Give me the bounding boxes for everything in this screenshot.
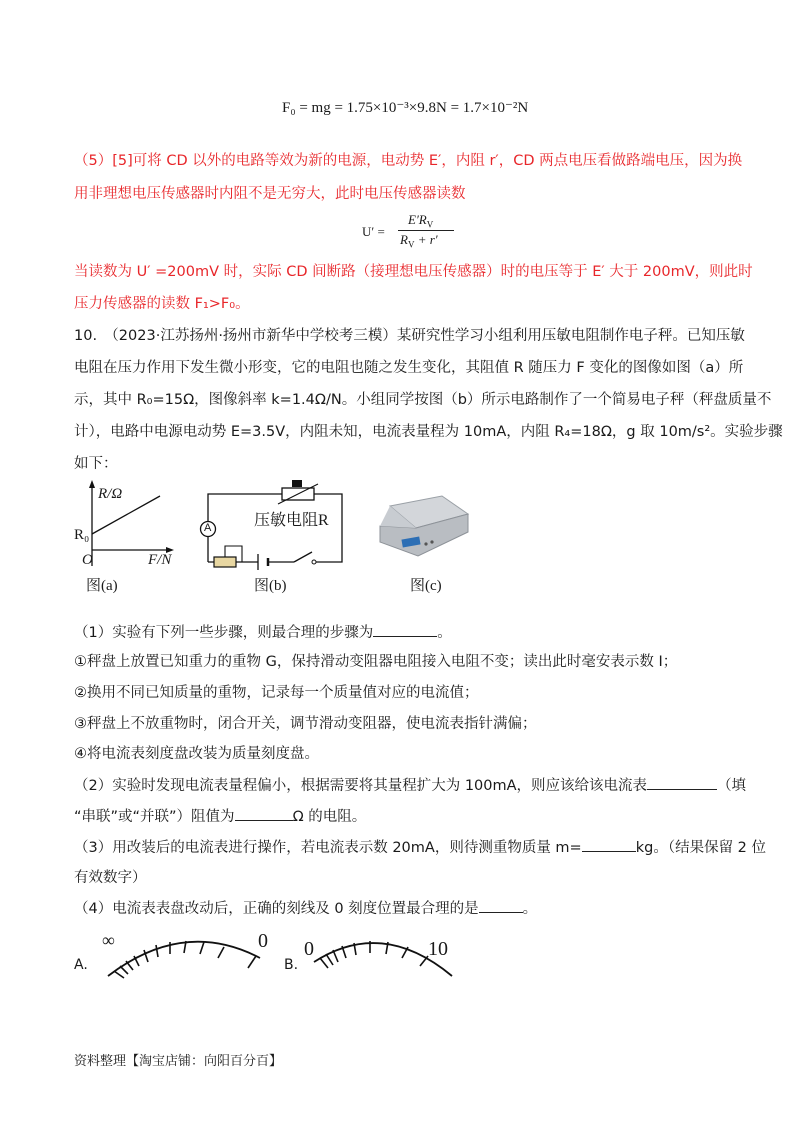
switch-contact (312, 560, 316, 564)
figure-c-caption: 图(c) (410, 578, 442, 594)
resistor-label: 压敏电阻R (254, 512, 329, 529)
p1-answer-blank[interactable] (373, 622, 437, 637)
option-a-left-mark: ∞ (102, 930, 115, 950)
p1-step2: ②换用不同已知质量的重物，记录每一个质量值对应的电流值； (74, 685, 479, 701)
option-b-label[interactable]: B. (284, 957, 299, 973)
p1-step3: ③秤盘上不放重物时，闭合开关，调节滑动变阻器，使电流表指针满偏； (74, 716, 537, 732)
footer-source: 资料整理【淘宝店铺：向阳百分百】 (74, 1054, 283, 1069)
answer5-line2: 用非理想电压传感器时内阻不是无穷大，此时电压传感器读数 (74, 186, 466, 202)
p3-part2: kg。（结果保留 2 位 (635, 840, 767, 856)
p2-part2: （填 (717, 778, 747, 794)
option-a-label[interactable]: A. (74, 957, 88, 973)
q10-line3: 示，其中 R₀=15Ω，图像斜率 k=1.4Ω/N。小组同学按图（b）所示电路制作了一个简易电子秤（秤盘质量不 (74, 392, 772, 408)
q10-line5: 如下： (74, 456, 118, 472)
dial-b-tick (326, 954, 333, 965)
q10-line1: 10. （2023·江苏扬州·扬州市新华中学校考三模）某研究性学习小组利用压敏电阻制作电子秤。已知压敏 (74, 328, 745, 344)
scale-button (424, 542, 427, 545)
p2-part3: “串联”或“并联”）阻值为 (74, 809, 235, 825)
p2-part4: Ω 的电阻。 (292, 809, 367, 825)
figure-a-xlabel (148, 552, 171, 569)
p3-line2: 有效数字） (74, 870, 147, 886)
figure-a-origin-text: O (82, 552, 93, 568)
ammeter-label: A (204, 522, 212, 534)
answer5-line4: 压力传感器的读数 F₁>F₀。 (74, 296, 250, 312)
p1-stem-text: （1）实验有下列一些步骤，则最合理的步骤为 (74, 625, 374, 641)
option-a-right-mark: 0 (258, 930, 268, 952)
p3-line1 (74, 837, 766, 858)
figure-c-scale-image (376, 494, 472, 560)
formula-num: E′R (408, 212, 427, 227)
dial-a-tick (248, 956, 256, 968)
figure-a-caption: 图(a) (86, 578, 118, 594)
q10-line4: 计），电路中电源电动势 E=3.5V，内阻未知，电流表量程为 10mA，内阻 R₄=18Ω，g 取 10m/s²。实验步骤 (74, 424, 783, 440)
figure-a-origin (82, 552, 93, 569)
p2-connection-blank[interactable] (647, 775, 717, 790)
dial-a-tick (156, 945, 158, 957)
option-a-dial[interactable] (94, 928, 274, 980)
formula-f0: F₀ = mg = 1.75×10⁻³×9.8N = 1.7×10⁻²N (282, 100, 529, 116)
formula-u-prime (362, 212, 482, 252)
rheostat (214, 557, 236, 567)
option-b-right-mark: 10 (428, 938, 448, 960)
p4-text: （4）电流表表盘改动后，正确的刻线及 0 刻度位置最合理的是 (74, 901, 479, 917)
p2-resistance-blank[interactable] (235, 806, 293, 821)
formula-numerator (408, 212, 433, 230)
figure-a-ylabel-text: R/Ω (98, 486, 123, 502)
p2-line1 (74, 775, 746, 796)
p3-part1: （3）用改装后的电流表进行操作，若电流表示数 20mA，则待测重物质量 m= (74, 840, 582, 856)
formula-denominator (400, 232, 438, 250)
dial-a-tick (200, 942, 204, 954)
formula-den-rest: + r′ (414, 232, 438, 247)
formula-den: R (400, 232, 408, 247)
figure-a-r0: R₀ (74, 527, 90, 543)
weight-block (292, 480, 302, 487)
dial-b-tick (333, 950, 338, 962)
q10-line2: 电阻在压力作用下发生微小形变，它的电阻也随之发生变化，其阻值 R 随压力 F 变化的图像如图（a）所 (74, 360, 744, 376)
p1-step1: ①秤盘上放置已知重力的重物 G，保持滑动变阻器电阻接入电阻不变；读出此时毫安表示数 I； (74, 654, 678, 670)
dial-b-tick (320, 958, 328, 968)
p4-stem (74, 898, 537, 919)
option-b-left-mark: 0 (304, 938, 314, 960)
y-axis-arrow (89, 480, 95, 488)
dial-a-tick (120, 966, 128, 974)
scale-button-2 (430, 540, 433, 543)
figure-b-caption: 图(b) (254, 578, 287, 594)
p1-stem (74, 622, 452, 643)
p4-answer-blank[interactable] (479, 898, 523, 913)
answer5-line1: （5）[5]可将 CD 以外的电路等效为新的电源，电动势 E′，内阻 r′，CD 两点电压看做路端电压，因为换 (74, 153, 743, 169)
switch-blade (294, 552, 312, 562)
dial-a-tick (218, 947, 224, 958)
dial-a-arc (108, 942, 260, 976)
formula-lhs: U′ = (362, 224, 385, 239)
p3-mass-blank[interactable] (582, 837, 636, 852)
answer5-line3: 当读数为 U′ =200mV 时，实际 CD 间断路（接理想电压传感器）时的电压等于 E′ 大于 200mV，则此时 (74, 264, 753, 280)
figure-a-xlabel-text: F/N (148, 552, 172, 568)
figure-a-ylabel (98, 486, 122, 503)
fraction-bar (398, 230, 454, 231)
p2-line2 (74, 806, 366, 827)
p2-part1: （2）实验时发现电流表量程偏小，根据需要将其量程扩大为 100mA，则应该给该电流表 (74, 778, 648, 794)
p1-step4: ④将电流表刻度盘改装为质量刻度盘。 (74, 746, 319, 762)
formula-den-sub: V (407, 239, 415, 250)
formula-num-sub: V (426, 219, 434, 230)
p4-end: 。 (522, 901, 538, 917)
dial-a-tick (114, 971, 124, 978)
p1-stem-end: 。 (437, 625, 452, 641)
